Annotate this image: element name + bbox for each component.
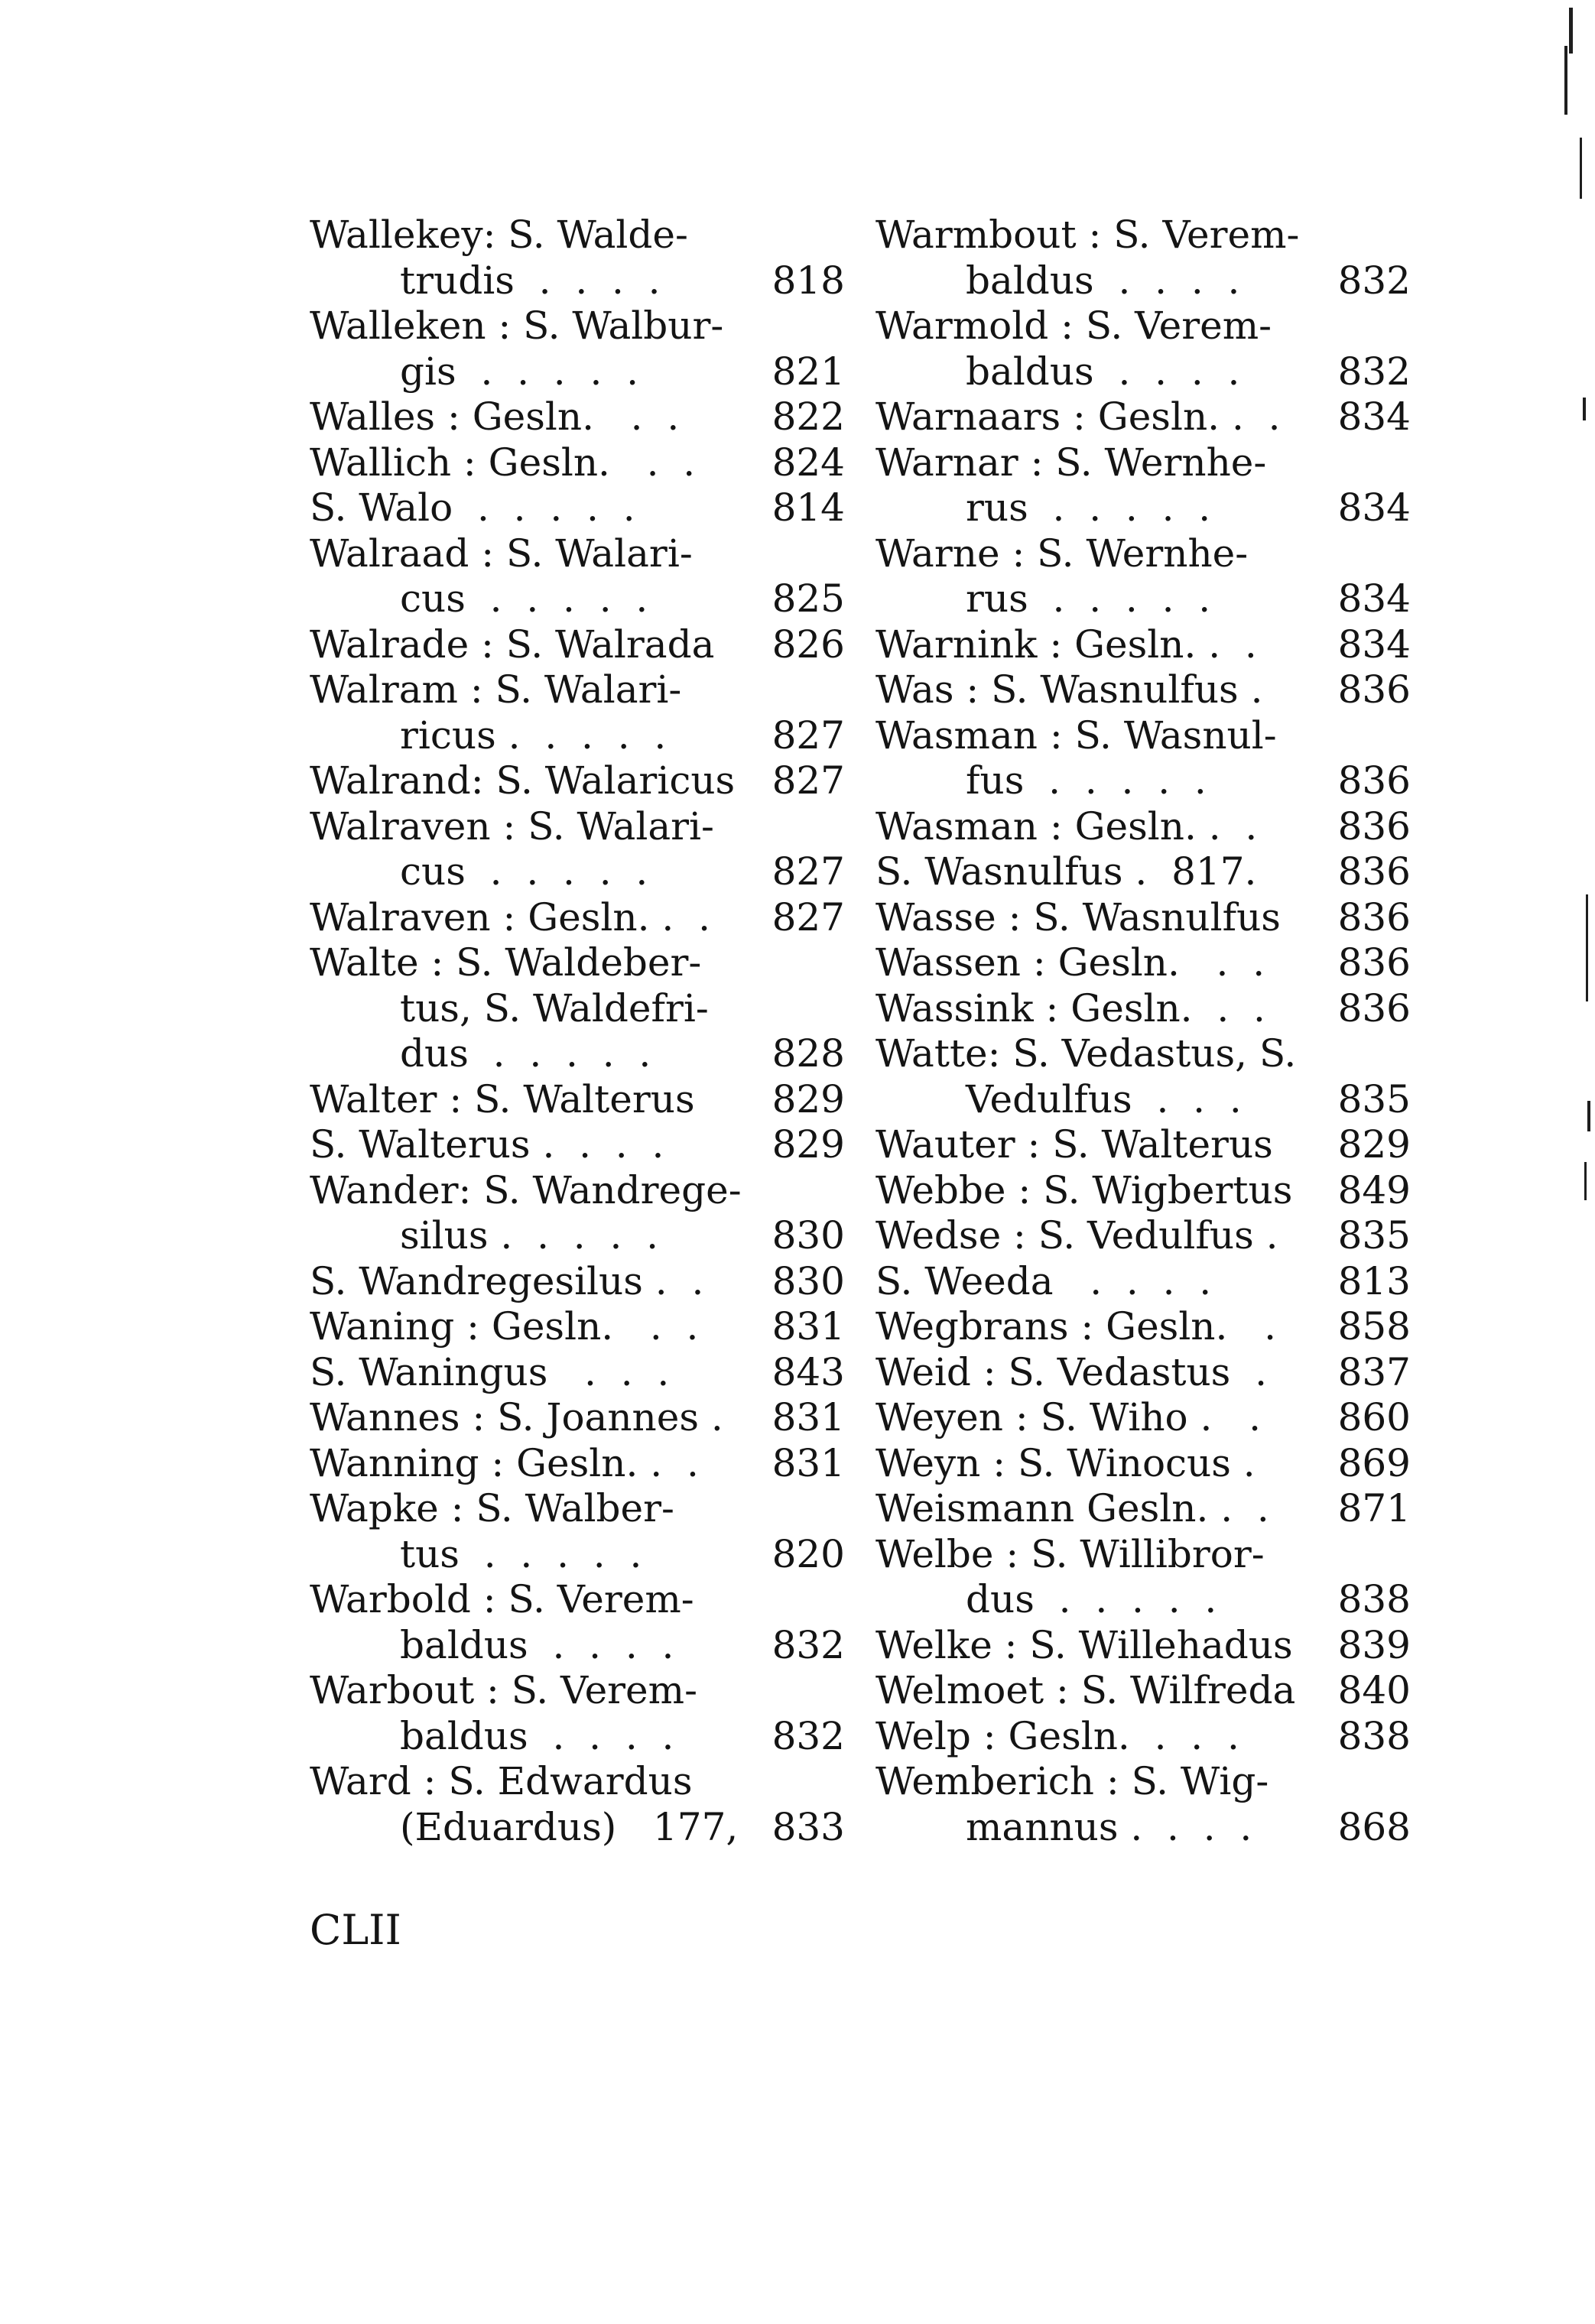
index-entry-line: [875, 1441, 1411, 1487]
index-entry-text: Wannes : S. Joannes .: [310, 1395, 723, 1440]
index-entry-line: [875, 576, 1411, 622]
index-entry-text: Wallich : Gesln. . .: [310, 440, 696, 485]
index-entry-line: [875, 394, 1411, 440]
index-entry-line: [310, 1304, 845, 1350]
index-entry-line: [310, 1395, 845, 1441]
index-entry-line: [310, 1122, 845, 1168]
index-entry-text: baldus . . . .: [400, 1713, 674, 1758]
index-entry-text: Weid : S. Vedastus .: [875, 1349, 1268, 1394]
index-entry-text: Walter : S. Walterus: [310, 1076, 695, 1121]
index-entry-text: Warnink : Gesln. . .: [875, 622, 1257, 667]
index-entry-text: S. Weeda . . . .: [875, 1258, 1212, 1303]
index-entry-line: [310, 895, 845, 941]
index-entry-line: [310, 713, 845, 759]
index-entry-page-ref: 829: [1337, 1122, 1411, 1167]
index-entry-page-ref: 838: [1337, 1577, 1411, 1621]
index-entry-line: [310, 258, 845, 304]
index-entry-text: Welbe : S. Willibror-: [875, 1531, 1265, 1576]
index-entry-text: Wasse : S. Wasnulfus: [875, 894, 1281, 940]
index-entry-line: [310, 1213, 845, 1259]
index-entry-page-ref: 836: [1337, 758, 1411, 803]
index-entry-line: [310, 213, 845, 258]
index-entry-text: Wedse : S. Vedulfus .: [875, 1213, 1278, 1258]
index-entry-line: [875, 1259, 1411, 1305]
index-entry-page-ref: 839: [1337, 1622, 1411, 1667]
index-entry-line: [875, 849, 1411, 895]
index-entry-text: Vedulfus . . .: [966, 1076, 1242, 1121]
index-entry-line: [875, 1759, 1411, 1805]
index-entry-page-ref: 832: [772, 1713, 845, 1758]
index-entry-page-ref: 836: [1337, 894, 1411, 940]
index-entry-page-ref: 821: [772, 349, 845, 394]
index-entry-line: [310, 1668, 845, 1714]
index-entry-text: Wallekey: S. Walde-: [310, 213, 688, 257]
index-entry-page-ref: 830: [772, 1258, 845, 1303]
index-entry-line: [310, 986, 845, 1032]
index-entry-text: Welp : Gesln. . . .: [875, 1713, 1239, 1758]
index-entry-line: [875, 1168, 1411, 1214]
index-entry-line: [310, 531, 845, 577]
index-entry-line: [875, 1031, 1411, 1077]
index-entry-page-ref: 836: [1337, 803, 1411, 849]
index-entry-page-ref: 831: [772, 1304, 845, 1349]
index-entry-line: [875, 1304, 1411, 1350]
index-entry-line: [310, 1168, 845, 1214]
index-entry-text: Welke : S. Willehadus: [875, 1622, 1293, 1667]
index-entry-page-ref: 834: [1337, 485, 1411, 530]
index-entry-text: Wanning : Gesln. . .: [310, 1440, 699, 1485]
index-entry-line: [875, 1395, 1411, 1441]
index-entry-page-ref: 833: [772, 1804, 845, 1849]
index-entry-text: Walte : S. Waldeber-: [310, 940, 702, 985]
index-entry-page-ref: 838: [1337, 1713, 1411, 1758]
index-entry-line: [875, 1122, 1411, 1168]
index-entry-line: [875, 940, 1411, 986]
index-entry-text: Wassink : Gesln. . .: [875, 985, 1265, 1031]
index-entry-text: S. Wandregesilus . .: [310, 1258, 704, 1303]
index-entry-text: Wasman : S. Wasnul-: [875, 712, 1277, 758]
index-entry-text: Warbold : S. Verem-: [310, 1577, 694, 1621]
index-entry-page-ref: 871: [1337, 1486, 1411, 1530]
index-entry-line: [310, 1259, 845, 1305]
index-entry-text: Wasman : Gesln. . .: [875, 803, 1258, 849]
index-entry-line: [310, 440, 845, 486]
index-entry-text: silus . . . . .: [400, 1213, 659, 1258]
index-entry-text: Ward : S. Edwardus: [310, 1759, 693, 1803]
index-entry-text: dus . . . . .: [966, 1577, 1217, 1621]
index-entry-text: Warne : S. Wernhe-: [875, 531, 1249, 576]
index-entry-line: [310, 1532, 845, 1578]
index-entry-text: rus . . . . .: [966, 576, 1211, 621]
index-entry-text: Watte: S. Vedastus, S.: [875, 1031, 1297, 1076]
index-entry-line: [875, 1623, 1411, 1669]
index-entry-page-ref: 827: [772, 894, 845, 940]
index-entry-page-ref: 824: [772, 440, 845, 485]
index-entry-line: [875, 622, 1411, 668]
index-entry-line: [875, 349, 1411, 395]
index-entry-text: Welmoet : S. Wilfreda: [875, 1668, 1296, 1712]
index-entry-text: Walrand: S. Walaricus: [310, 758, 736, 803]
index-entry-text: cus . . . . .: [400, 849, 648, 894]
index-entry-page-ref: 827: [772, 712, 845, 758]
index-entry-page-ref: 828: [772, 1031, 845, 1076]
index-entry-line: [310, 1714, 845, 1760]
index-entry-line: [310, 1077, 845, 1123]
index-entry-line: [875, 213, 1411, 258]
index-column-left: [310, 213, 845, 1850]
index-entry-text: Walleken : S. Walbur-: [310, 303, 724, 348]
index-entry-line: [310, 1441, 845, 1487]
index-entry-page-ref: 829: [772, 1076, 845, 1121]
index-entry-line: [310, 1759, 845, 1805]
index-entry-line: [310, 622, 845, 668]
index-entry-text: S. Walterus . . . .: [310, 1122, 664, 1167]
index-entry-line: [310, 349, 845, 395]
index-entry-text: trudis . . . .: [400, 258, 661, 303]
index-entry-text: Warnaars : Gesln. . .: [875, 394, 1281, 439]
index-entry-line: [875, 1577, 1411, 1623]
index-entry-line: [875, 1486, 1411, 1532]
index-entry-line: [875, 667, 1411, 713]
index-entry-page-ref: 843: [772, 1349, 845, 1394]
index-entry-line: [310, 485, 845, 531]
index-entry-page-ref: 829: [772, 1122, 845, 1167]
index-entry-page-ref: 834: [1337, 622, 1411, 667]
index-entry-line: [875, 895, 1411, 941]
index-entry-text: gis . . . . .: [400, 349, 639, 394]
index-entry-page-ref: 832: [1337, 349, 1411, 394]
index-entry-text: Walrade : S. Walrada: [310, 622, 715, 667]
index-entry-text: Warmold : S. Verem-: [875, 303, 1272, 348]
index-entry-text: Weyn : S. Winocus .: [875, 1440, 1256, 1485]
index-entry-page-ref: 827: [772, 758, 845, 803]
index-entry-page-ref: 837: [1337, 1349, 1411, 1394]
index-entry-text: Wemberich : S. Wig-: [875, 1759, 1269, 1803]
index-entry-line: [875, 485, 1411, 531]
index-entry-text: (Eduardus) 177,: [400, 1804, 739, 1849]
index-entry-page-ref: 814: [772, 485, 845, 530]
index-entry-line: [310, 1350, 845, 1396]
index-entry-line: [875, 1077, 1411, 1123]
index-entry-page-ref: 822: [772, 394, 845, 439]
index-entry-text: Webbe : S. Wigbertus: [875, 1167, 1293, 1212]
index-entry-text: tus . . . . .: [400, 1531, 642, 1576]
index-entry-text: Was : S. Wasnulfus .: [875, 667, 1263, 712]
index-entry-line: [875, 1532, 1411, 1578]
index-entry-page-ref: 868: [1337, 1804, 1411, 1849]
index-entry-text: Walraad : S. Walari-: [310, 531, 693, 576]
index-column-right: [875, 213, 1411, 1850]
index-entry-line: [310, 849, 845, 895]
index-entry-page-ref: 813: [1337, 1258, 1411, 1303]
index-entry-text: Waning : Gesln. . .: [310, 1304, 699, 1349]
index-entry-text: Weyen : S. Wiho . .: [875, 1395, 1262, 1440]
index-entry-text: Walram : S. Walari-: [310, 667, 682, 712]
index-entry-line: [310, 1623, 845, 1669]
index-entry-line: [875, 440, 1411, 486]
index-entry-page-ref: 860: [1337, 1395, 1411, 1440]
index-entry-line: [875, 1805, 1411, 1851]
index-entry-page-ref: 836: [1337, 667, 1411, 712]
index-entry-text: baldus . . . .: [966, 349, 1240, 394]
index-entry-line: [875, 531, 1411, 577]
index-entry-text: S. Walo . . . . .: [310, 485, 635, 530]
index-entry-page-ref: 827: [772, 849, 845, 894]
index-entry-text: Warmbout : S. Verem-: [875, 213, 1300, 257]
index-entry-page-ref: 834: [1337, 576, 1411, 621]
index-entry-page-ref: 836: [1337, 940, 1411, 985]
index-entry-line: [310, 303, 845, 349]
index-entry-line: [310, 1805, 845, 1851]
index-entry-line: [310, 1486, 845, 1532]
index-entry-line: [875, 713, 1411, 759]
index-entry-line: [310, 940, 845, 986]
index-entry-text: cus . . . . .: [400, 576, 648, 621]
index-entry-text: Warnar : S. Wernhe-: [875, 440, 1267, 485]
index-entry-page-ref: 825: [772, 576, 845, 621]
index-entry-line: [875, 758, 1411, 804]
index-entry-line: [875, 804, 1411, 850]
index-entry-text: fus . . . . .: [966, 758, 1207, 803]
scan-edge-artifacts: [1549, 0, 1595, 2324]
index-entry-page-ref: 836: [1337, 849, 1411, 894]
index-entry-line: [310, 804, 845, 850]
index-entry-text: rus . . . . .: [966, 485, 1211, 530]
index-entry-text: Walraven : S. Walari-: [310, 803, 714, 849]
index-entry-line: [875, 303, 1411, 349]
index-entry-text: ricus . . . . .: [400, 712, 667, 758]
index-entry-page-ref: 858: [1337, 1304, 1411, 1349]
index-entry-text: Wegbrans : Gesln. .: [875, 1304, 1276, 1349]
index-entry-text: Walraven : Gesln. . .: [310, 894, 710, 940]
index-entry-line: [310, 667, 845, 713]
index-entry-page-ref: 826: [772, 622, 845, 667]
index-entry-page-ref: 869: [1337, 1440, 1411, 1485]
index-entry-page-ref: 835: [1337, 1213, 1411, 1258]
index-entry-line: [310, 394, 845, 440]
index-entry-line: [310, 1031, 845, 1077]
index-entry-line: [875, 1668, 1411, 1714]
index-entry-text: mannus . . . .: [966, 1804, 1252, 1849]
index-entry-text: baldus . . . .: [966, 258, 1240, 303]
index-entry-text: Walles : Gesln. . .: [310, 394, 680, 439]
index-entry-line: [310, 758, 845, 804]
page-number: CLII: [310, 1906, 401, 1954]
index-entry-page-ref: 832: [772, 1622, 845, 1667]
index-entry-text: Weismann Gesln. . .: [875, 1486, 1269, 1530]
index-entry-line: [875, 1350, 1411, 1396]
index-entry-page-ref: 836: [1337, 985, 1411, 1031]
index-entry-page-ref: 820: [772, 1531, 845, 1576]
index-entry-text: baldus . . . .: [400, 1622, 674, 1667]
index-entry-line: [875, 1714, 1411, 1760]
index-entry-line: [310, 1577, 845, 1623]
index-entry-page-ref: 831: [772, 1395, 845, 1440]
index-entry-text: S. Wasnulfus . 817.: [875, 849, 1257, 894]
index-entry-page-ref: 831: [772, 1440, 845, 1485]
index-entry-page-ref: 834: [1337, 394, 1411, 439]
index-entry-page-ref: 818: [772, 258, 845, 303]
index-entry-text: S. Waningus . . .: [310, 1349, 670, 1394]
index-entry-text: tus, S. Waldefri-: [400, 985, 709, 1031]
index-entry-text: Wapke : S. Walber-: [310, 1486, 674, 1530]
index-entry-page-ref: 835: [1337, 1076, 1411, 1121]
index-entry-line: [875, 1213, 1411, 1259]
index-entry-page-ref: 840: [1337, 1668, 1411, 1712]
index-entry-text: dus . . . . .: [400, 1031, 651, 1076]
index-entry-page-ref: 830: [772, 1213, 845, 1258]
index-entry-page-ref: 832: [1337, 258, 1411, 303]
index-entry-text: Wassen : Gesln. . .: [875, 940, 1265, 985]
index-entry-text: Warbout : S. Verem-: [310, 1668, 697, 1712]
index-entry-text: Wauter : S. Walterus: [875, 1122, 1273, 1167]
index-entry-line: [310, 576, 845, 622]
index-entry-page-ref: 849: [1337, 1167, 1411, 1212]
index-entry-text: Wander: S. Wandrege-: [310, 1167, 742, 1212]
index-entry-line: [875, 258, 1411, 304]
index-entry-line: [875, 986, 1411, 1032]
